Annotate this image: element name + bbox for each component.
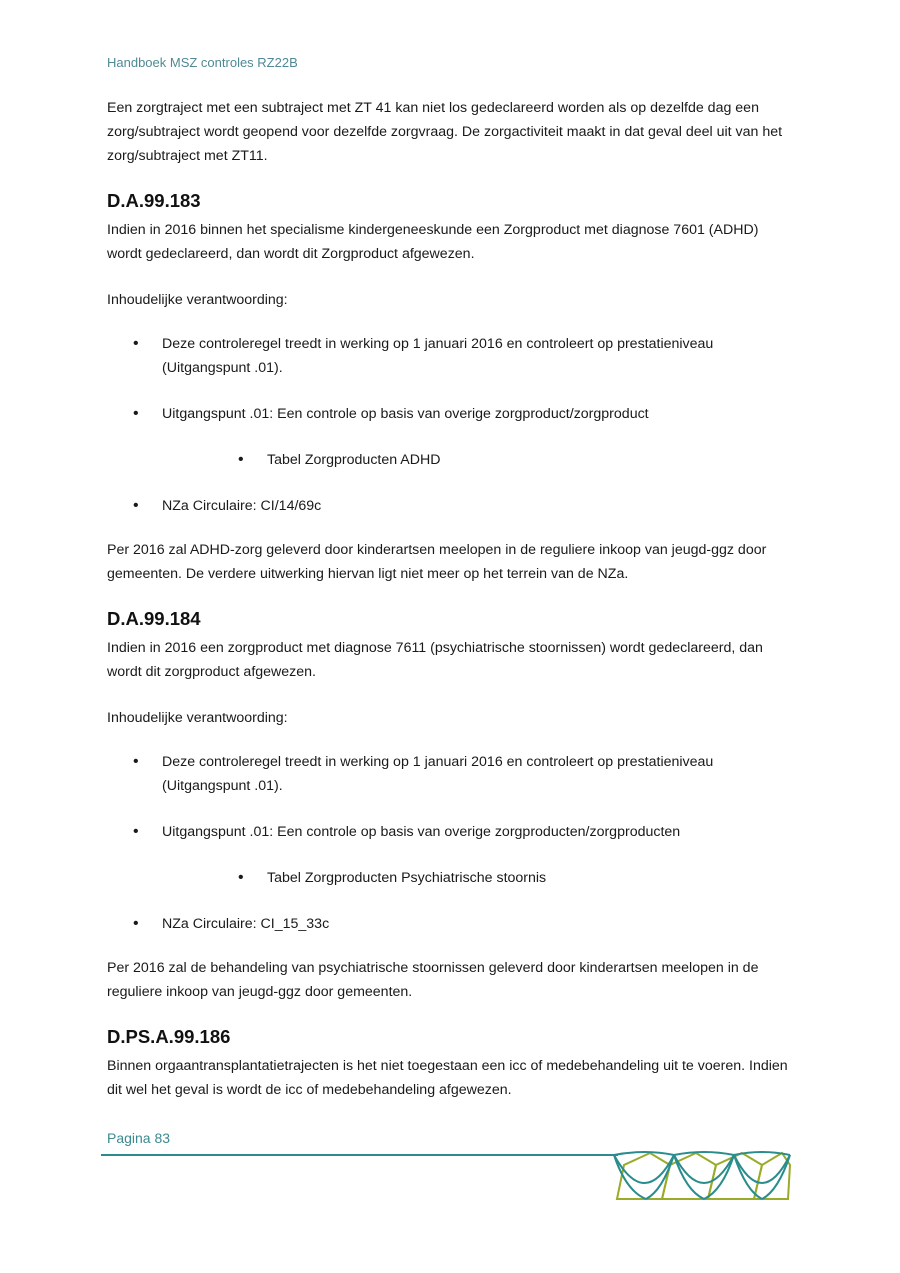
rule-section-184 [107, 606, 797, 1004]
rule-note: Per 2016 zal ADHD-zorg geleverd door kinderartsen meelopen in de reguliere inkoop van jeugd-ggz door gemeenten. De verdere uitwerking hiervan ligt niet meer op het terrein van de NZa. [107, 542, 767, 582]
ornament-arcs [614, 1152, 790, 1199]
rule-section-186 [107, 1024, 797, 1102]
sub-bullet-item: • Tabel Zorgproducten ADHD [107, 448, 797, 472]
running-header: Handboek MSZ controles RZ22B [107, 55, 298, 70]
rule-description: Indien in 2016 binnen het specialisme kindergeneeskunde een Zorgproduct met diagnose 7601 (ADHD) wordt gedeclareerd, dan wordt dit Zorgproduct afgewezen. [107, 222, 759, 262]
bullet-item: • Deze controleregel treedt in werking op 1 januari 2016 en controleert op prestatieniveau (Uitgangspunt .01). [107, 332, 797, 380]
rule-section-183 [107, 188, 797, 586]
ornament-hexagons [617, 1153, 790, 1199]
footer-divider [101, 1154, 618, 1156]
rule-description: Binnen orgaantransplantatietrajecten is het niet toegestaan een icc of medebehandeling uit te voeren. Indien dit wel het geval is wordt de icc of medebehandeling afgewezen. [107, 1058, 788, 1098]
justification-list [107, 332, 797, 518]
footer-ornament-icon [612, 1151, 792, 1203]
bullet-item: • Deze controleregel treedt in werking op 1 januari 2016 en controleert op prestatieniveau (Uitgangspunt .01). [107, 750, 797, 798]
rule-description: Indien in 2016 een zorgproduct met diagnose 7611 (psychiatrische stoornissen) wordt gedeclareerd, dan wordt dit zorgproduct afgewezen. [107, 640, 763, 680]
intro-paragraph: Een zorgtraject met een subtraject met ZT 41 kan niet los gedeclareerd worden als op dezelfde dag een zorg/subtraject wordt geopend voor dezelfde zorgvraag. De zorgactiviteit maakt in dat geval deel uit van het zorg/subtraject met ZT11. [107, 100, 783, 164]
rule-heading: D.A.99.184 [107, 608, 201, 629]
rule-note: Per 2016 zal de behandeling van psychiatrische stoornissen geleverd door kinderartsen meelopen in de reguliere inkoop van jeugd-ggz door gemeenten. [107, 960, 759, 1000]
sub-bullet-item: • Tabel Zorgproducten Psychiatrische stoornis [107, 866, 797, 890]
justification-list [107, 750, 797, 936]
justification-label: Inhoudelijke verantwoording: [107, 710, 288, 726]
justification-label: Inhoudelijke verantwoording: [107, 292, 288, 308]
document-body [107, 96, 797, 1102]
page-number: Pagina 83 [107, 1130, 171, 1146]
rule-heading: D.A.99.183 [107, 190, 201, 211]
bullet-item: • Uitgangspunt .01: Een controle op basis van overige zorgproduct/zorgproduct [107, 402, 797, 426]
bullet-item: • Uitgangspunt .01: Een controle op basis van overige zorgproducten/zorgproducten [107, 820, 797, 844]
rule-heading: D.PS.A.99.186 [107, 1026, 231, 1047]
bullet-item: • NZa Circulaire: CI/14/69c [107, 494, 797, 518]
bullet-item: • NZa Circulaire: CI_15_33c [107, 912, 797, 936]
